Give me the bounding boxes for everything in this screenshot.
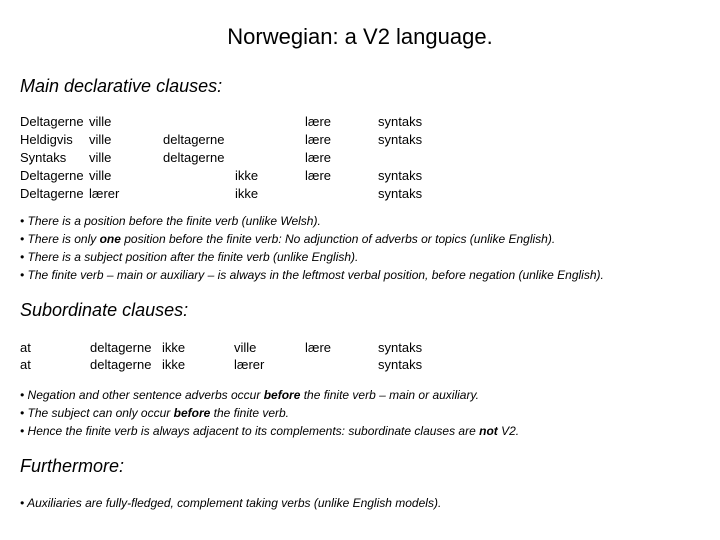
table-cell: lære [305,168,332,183]
bullet-text: • There is a subject position after the finite verb (unlike English). [20,250,359,264]
bullet-item [20,248,604,266]
table-row [0,114,720,132]
page-title: Norwegian: a V2 language. [227,24,493,49]
table-cell: deltagerne [90,340,152,355]
table-row [0,357,720,375]
table-row [0,150,720,168]
table-cell: deltagerne [163,150,225,165]
table-cell: ikke [162,340,186,355]
bullet-text: • The finite verb – main or auxiliary – is always in the leftmost verbal position, before negation (unlike English). [20,268,604,282]
table-cell: syntaks [378,168,423,183]
table-cell: ikke [235,168,259,183]
table-cell: lære [305,132,332,147]
bullet-item [20,422,519,440]
table-cell: syntaks [378,357,423,372]
bullet-item [20,266,604,284]
subordinate-clauses-notes [20,386,519,440]
table-cell: deltagerne [90,357,152,372]
main-clauses-heading: Main declarative clauses: [20,76,223,96]
bullet-text: • Hence the finite verb is always adjacent to its complements: subordinate clauses are [20,424,480,438]
bullet-text: • Negation and other sentence adverbs occur [20,388,264,402]
table-cell: Heldigvis [20,132,73,147]
bullet-emphasis: before [263,388,301,402]
furthermore-heading: Furthermore: [20,456,125,476]
bullet-text: • There is a position before the finite verb (unlike Welsh). [20,214,321,228]
table-cell: ville [89,150,112,165]
table-cell: ville [234,340,257,355]
bullet-text: position before the finite verb: No adjunction of adverbs or topics (unlike English). [120,232,556,246]
bullet-item [20,494,441,512]
bullet-item [20,386,519,404]
table-row [0,132,720,150]
table-cell: deltagerne [163,132,225,147]
table-cell: syntaks [378,340,423,355]
table-cell: Deltagerne [20,168,84,183]
furthermore-notes [20,494,441,512]
table-cell: Syntaks [20,150,67,165]
table-cell: lære [305,340,332,355]
table-cell: ikke [235,186,259,201]
bullet-emphasis: before [173,406,211,420]
table-cell: syntaks [378,114,423,129]
table-cell: ikke [162,357,186,372]
table-cell: lærer [234,357,265,372]
table-cell: Deltagerne [20,186,84,201]
table-cell: lære [305,114,332,129]
bullet-item [20,212,604,230]
table-cell: syntaks [378,132,423,147]
table-cell: ville [89,114,112,129]
table-cell: ville [89,132,112,147]
subordinate-clauses-heading: Subordinate clauses: [20,300,189,320]
bullet-text: V2. [497,424,520,438]
bullet-item [20,230,604,248]
table-row [0,186,720,204]
bullet-item [20,404,519,422]
main-clauses-notes [20,212,604,284]
table-row [0,340,720,358]
bullet-text: • Auxiliaries are fully-fledged, complement taking verbs (unlike English models). [20,496,442,510]
table-cell: Deltagerne [20,114,84,129]
table-row [0,168,720,186]
table-cell: at [20,340,31,355]
bullet-text: the finite verb – main or auxiliary. [300,388,479,402]
table-cell: syntaks [378,186,423,201]
table-cell: ville [89,168,112,183]
bullet-text: • There is only [20,232,100,246]
table-cell: at [20,357,31,372]
table-cell: lærer [89,186,120,201]
bullet-text: • The subject can only occur [20,406,174,420]
bullet-emphasis: not [479,424,498,438]
table-cell: lære [305,150,332,165]
bullet-text: the finite verb. [210,406,290,420]
bullet-emphasis: one [99,232,121,246]
